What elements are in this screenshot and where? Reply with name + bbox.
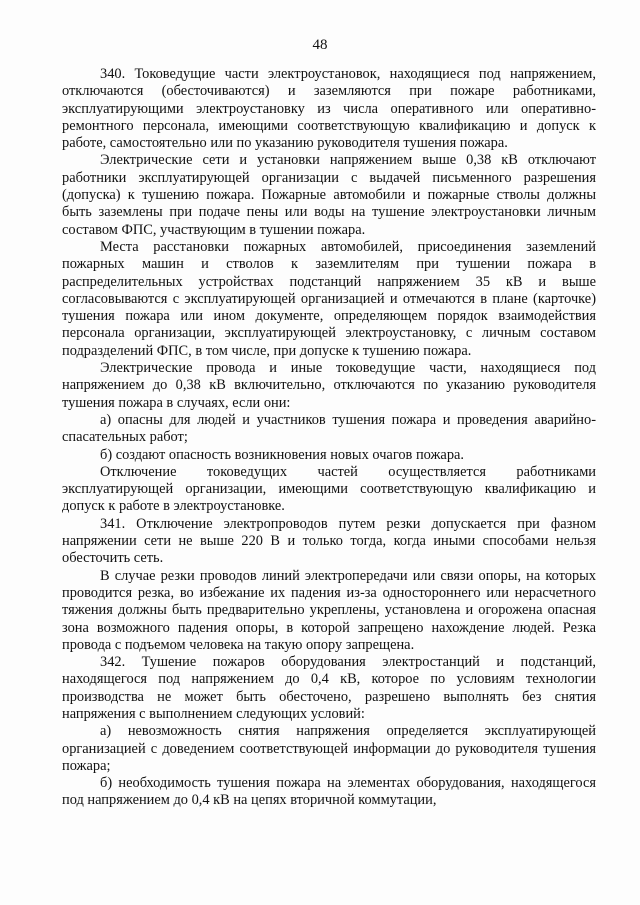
paragraph: 340. Токоведущие части электроустановок, находящиеся под напряжением, отключаются (обесточиваются) и заземляются при пожаре работниками, эксплуатирующими электроустановку из числа оперативного или оперативно-ремонтного персонала, имеющими соответствующую квалификацию и допуск к работе, самостоятельно или по указанию руководителя тушения пожара.	[62, 66, 596, 152]
paragraph: 342. Тушение пожаров оборудования электростанций и подстанций, находящегося под напряжением до 0,4 кВ, которое по условиям технологии производства не может быть обесточено, разрешено выполнять без снятия напряжения с выполнением следующих условий:	[62, 654, 596, 722]
paragraph: 341. Отключение электропроводов путем резки допускается при фазном напряжении сети не выше 220 В и только тогда, когда иными способами нельзя обесточить сеть.	[62, 515, 596, 567]
list-item: б) создают опасность возникновения новых очагов пожара.	[100, 446, 465, 463]
paragraph: Отключение токоведущих частей осуществляется работниками эксплуатирующей организации, имеющими соответствующую квалификацию и допуск к работе в электроустановке.	[62, 463, 596, 515]
paragraph: В случае резки проводов линий электропередачи или связи опоры, на которых проводится резка, во избежание их падения из-за одностороннего или нерасчетного тяжения должны быть предварительно укреплены, установлена и огорожена опасная зона возможного падения опоры, в которой запрещено нахождение людей. Резка провода с подъемом человека на такую опору запрещена.	[62, 567, 596, 653]
paragraph: Электрические сети и установки напряжением выше 0,38 кВ отключают работники эксплуатирующей организации с выдачей письменного разрешения (допуска) к тушению пожара. Пожарные автомобили и пожарные стволы должны быть заземлены при подаче пены или воды на тушение электроустановки личным составом ФПС, участвующим в тушении пожара.	[62, 152, 596, 238]
page-number: 48	[312, 37, 328, 53]
document-body	[62, 66, 596, 810]
paragraph: Места расстановки пожарных автомобилей, присоединения заземлений пожарных машин и стволов к заземлителям при тушении пожара в распределительных устройствах подстанций напряжением 35 кВ и выше согласовываются с эксплуатирующей организацией и отмечаются в плане (карточке) тушения пожара или ином документе, определяющем порядок взаимодействия персонала организации, эксплуатирующей электроустановку, с личным составом подразделений ФПС, в том числе, при допуске к тушению пожара.	[62, 238, 596, 359]
list-item: а) невозможность снятия напряжения определяется эксплуатирующей организацией с доведением соответствующей информации до руководителя тушения пожара;	[62, 723, 596, 774]
list-item: б) необходимость тушения пожара на элементах оборудования, находящегося под напряжением до 0,4 кВ на цепях вторичной коммутации,	[62, 775, 596, 809]
paragraph: Электрические провода и иные токоведущие части, находящиеся под напряжением до 0,38 кВ включительно, отключаются по указанию руководителя тушения пожара в случаях, если они:	[62, 360, 596, 411]
list-item: а) опасны для людей и участников тушения пожара и проведения аварийно-спасательных работ;	[62, 411, 596, 446]
